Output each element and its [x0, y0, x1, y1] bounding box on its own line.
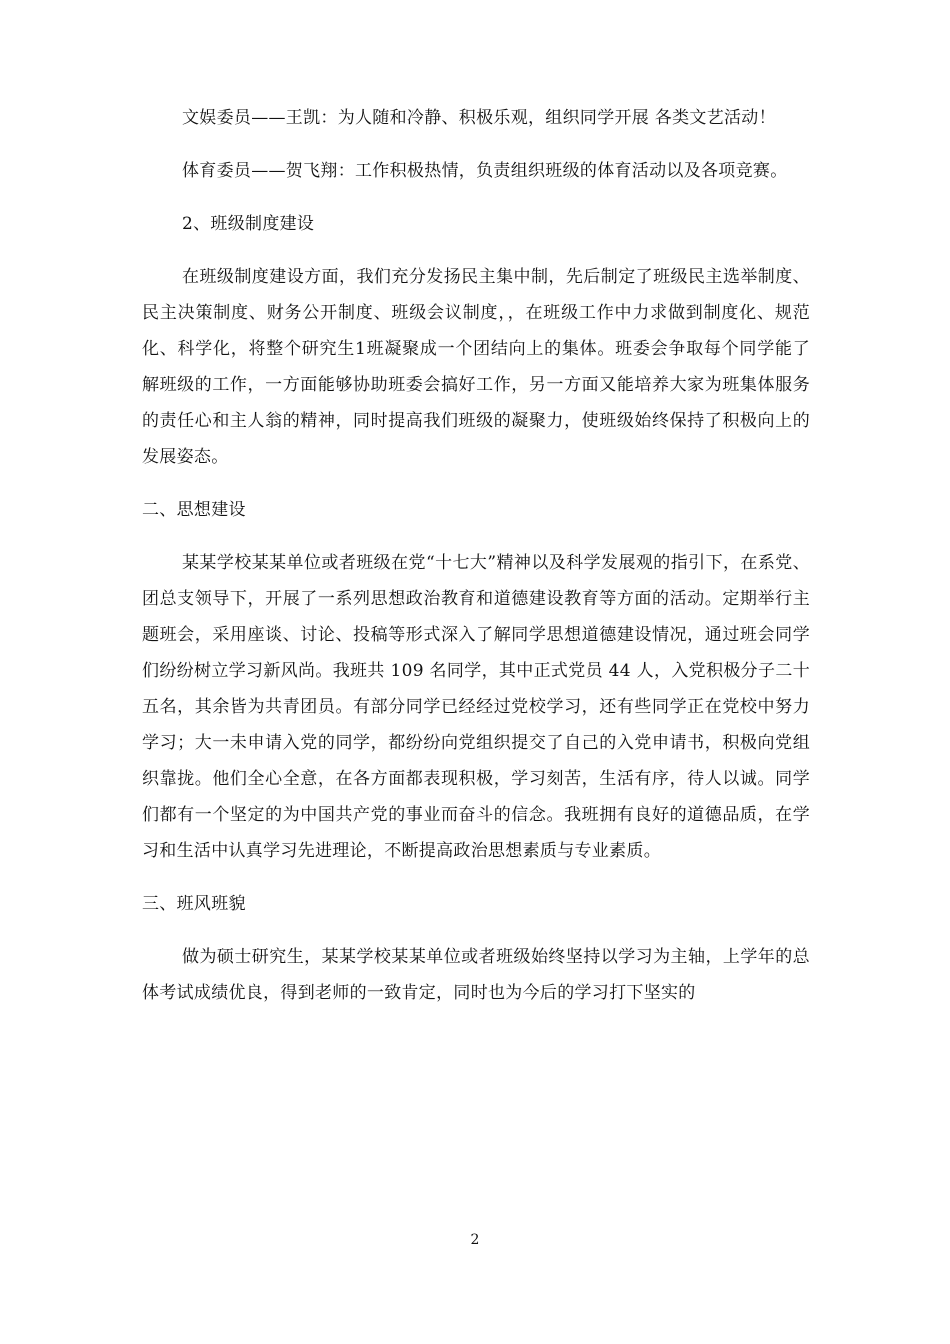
paragraph-class-style: 做为硕士研究生，某某学校某某单位或者班级始终坚持以学习为主轴，上学年的总体考试成绩优良，得到老师的一致肯定，同时也为今后的学习打下坚实的 — [142, 947, 810, 1003]
document-body — [142, 100, 810, 1011]
paragraph-ideology: 某某学校某某单位或者班级在党“十七大”精神以及科学发展观的指引下，在系党、团总支领导下，开展了一系列思想政治教育和道德建设教育等方面的活动。定期举行主题班会，采用座谈、讨论、投稿等形式深入了解同学思想道德建设情况，通过班会同学们纷纷树立学习新风尚。我班共 109 名同学，其中正式党员 44 人，入党积极分子二十五名，其余皆为共青团员。有部分同学已经经过党校学习，还有些同学正在党校中努力学习；大一未申请入党的同学，都纷纷向党组织提交了自己的入党申请书，积极向党组织靠拢。他们全心全意，在各方面都表现积极，学习刻苦，生活有序，待人以诚。同学们都有一个坚定的为中国共产党的事业而奋斗的信念。我班拥有良好的道德品质，在学习和生活中认真学习先进理论，不断提高政治思想素质与专业素质。 — [142, 553, 810, 861]
subheading-class-system: 2、班级制度建设 — [182, 214, 315, 234]
paragraph-culture-committee: 文娱委员——王凯：为人随和冷静、积极乐观，组织同学开展 各类文艺活动！ — [182, 108, 776, 128]
section-heading-ideology: 二、思想建设 — [142, 500, 246, 520]
paragraph-sports-committee: 体育委员——贺飞翔：工作积极热情，负责组织班级的体育活动以及各项竞赛。 — [182, 161, 788, 181]
page-number: 2 — [470, 1232, 480, 1248]
section-heading-class-style: 三、班风班貌 — [142, 894, 246, 914]
paragraph-class-system: 在班级制度建设方面，我们充分发扬民主集中制，先后制定了班级民主选举制度、民主决策制度、财务公开制度、班级会议制度，，在班级工作中力求做到制度化、规范化、科学化，将整个研究生1班凝聚成一个团结向上的集体。班委会争取每个同学能了解班级的工作，一方面能够协助班委会搞好工作，另一方面又能培养大家为班集体服务的责任心和主人翁的精神，同时提高我们班级的凝聚力，使班级始终保持了积极向上的发展姿态。 — [142, 267, 810, 467]
